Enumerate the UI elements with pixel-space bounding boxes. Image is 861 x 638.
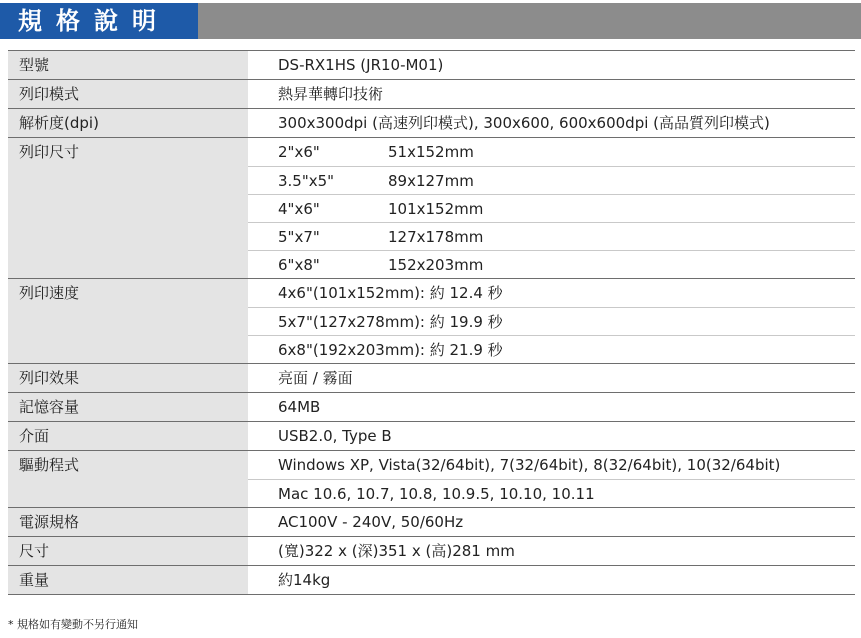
spec-label-cell [8, 109, 248, 138]
spec-label-cell [8, 508, 248, 537]
spec-row [8, 279, 855, 364]
spec-value: 熱昇華轉印技術 [278, 85, 384, 103]
size-inches: 4"x6" [278, 200, 320, 218]
size-mm: 89x127mm [388, 172, 474, 190]
spec-label: 列印模式 [19, 85, 80, 103]
spec-row [8, 80, 855, 109]
size-line [248, 222, 855, 250]
spec-value-cell [248, 422, 855, 451]
spec-row [8, 138, 855, 279]
spec-label-cell [8, 566, 248, 595]
spec-label-cell [8, 279, 248, 364]
size-line [248, 194, 855, 222]
spec-row [8, 566, 855, 595]
spec-label: 列印效果 [19, 369, 80, 387]
spec-label: 解析度(dpi) [19, 114, 99, 132]
spec-value-cell [248, 451, 855, 508]
spec-value-cell [248, 138, 855, 279]
spec-value-cell [248, 566, 855, 595]
spec-label: 重量 [19, 571, 50, 589]
size-mm: 127x178mm [388, 228, 484, 246]
size-mm: 101x152mm [388, 200, 484, 218]
size-line [248, 166, 855, 194]
spec-row [8, 422, 855, 451]
spec-row [8, 51, 855, 80]
spec-value: (寬)322 x (深)351 x (高)281 mm [278, 542, 515, 560]
spec-value: 約14kg [278, 571, 331, 589]
spec-label-cell [8, 393, 248, 422]
spec-value-cell [248, 364, 855, 393]
spec-label-cell [8, 364, 248, 393]
spec-label-cell [8, 138, 248, 279]
size-mm: 51x152mm [388, 143, 474, 161]
spec-value-cell [248, 508, 855, 537]
spec-value: DS-RX1HS (JR10-M01) [278, 56, 444, 74]
spec-value: Mac 10.6, 10.7, 10.8, 10.9.5, 10.10, 10.11 [248, 479, 855, 507]
spec-value: Windows XP, Vista(32/64bit), 7(32/64bit), 8(32/64bit), 10(32/64bit) [278, 456, 781, 474]
spec-label: 型號 [19, 56, 50, 74]
header-bar [0, 3, 861, 39]
footnote: * 規格如有變動不另行通知 [8, 618, 138, 631]
spec-value: 4x6"(101x152mm): 約 12.4 秒 [278, 284, 503, 302]
spec-row [8, 393, 855, 422]
spec-value-cell [248, 51, 855, 80]
spec-value: 64MB [278, 398, 321, 416]
size-inches: 6"x8" [278, 256, 320, 274]
spec-value: 300x300dpi (高速列印模式), 300x600, 600x600dpi (高品質列印模式) [278, 114, 770, 132]
size-inches: 2"x6" [278, 143, 320, 161]
section-title: 規格說明 [0, 3, 198, 39]
spec-label: 尺寸 [19, 542, 50, 560]
size-inches: 3.5"x5" [278, 172, 335, 190]
spec-label-cell [8, 537, 248, 566]
spec-value-cell [248, 393, 855, 422]
spec-row [8, 537, 855, 566]
spec-row [8, 451, 855, 508]
spec-label: 驅動程式 [19, 456, 80, 474]
spec-value-cell [248, 537, 855, 566]
size-mm: 152x203mm [388, 256, 484, 274]
spec-table [8, 50, 855, 595]
size-line [248, 138, 855, 166]
spec-row [8, 508, 855, 537]
spec-value: AC100V - 240V, 50/60Hz [278, 513, 464, 531]
spec-label: 列印速度 [19, 284, 80, 302]
spec-value-cell [248, 279, 855, 364]
spec-value: 6x8"(192x203mm): 約 21.9 秒 [248, 335, 855, 363]
spec-value: 亮面 / 霧面 [278, 369, 353, 387]
spec-value: 5x7"(127x278mm): 約 19.9 秒 [248, 307, 855, 335]
spec-label: 電源規格 [19, 513, 80, 531]
size-inches: 5"x7" [278, 228, 320, 246]
spec-label: 介面 [19, 427, 50, 445]
spec-value: USB2.0, Type B [278, 427, 392, 445]
spec-value-cell [248, 80, 855, 109]
spec-label-cell [8, 451, 248, 508]
size-line [248, 250, 855, 278]
spec-label: 記憶容量 [19, 398, 80, 416]
spec-row [8, 364, 855, 393]
spec-row [8, 109, 855, 138]
spec-label: 列印尺寸 [19, 143, 80, 161]
spec-label-cell [8, 422, 248, 451]
spec-label-cell [8, 80, 248, 109]
spec-label-cell [8, 51, 248, 80]
spec-value-cell [248, 109, 855, 138]
